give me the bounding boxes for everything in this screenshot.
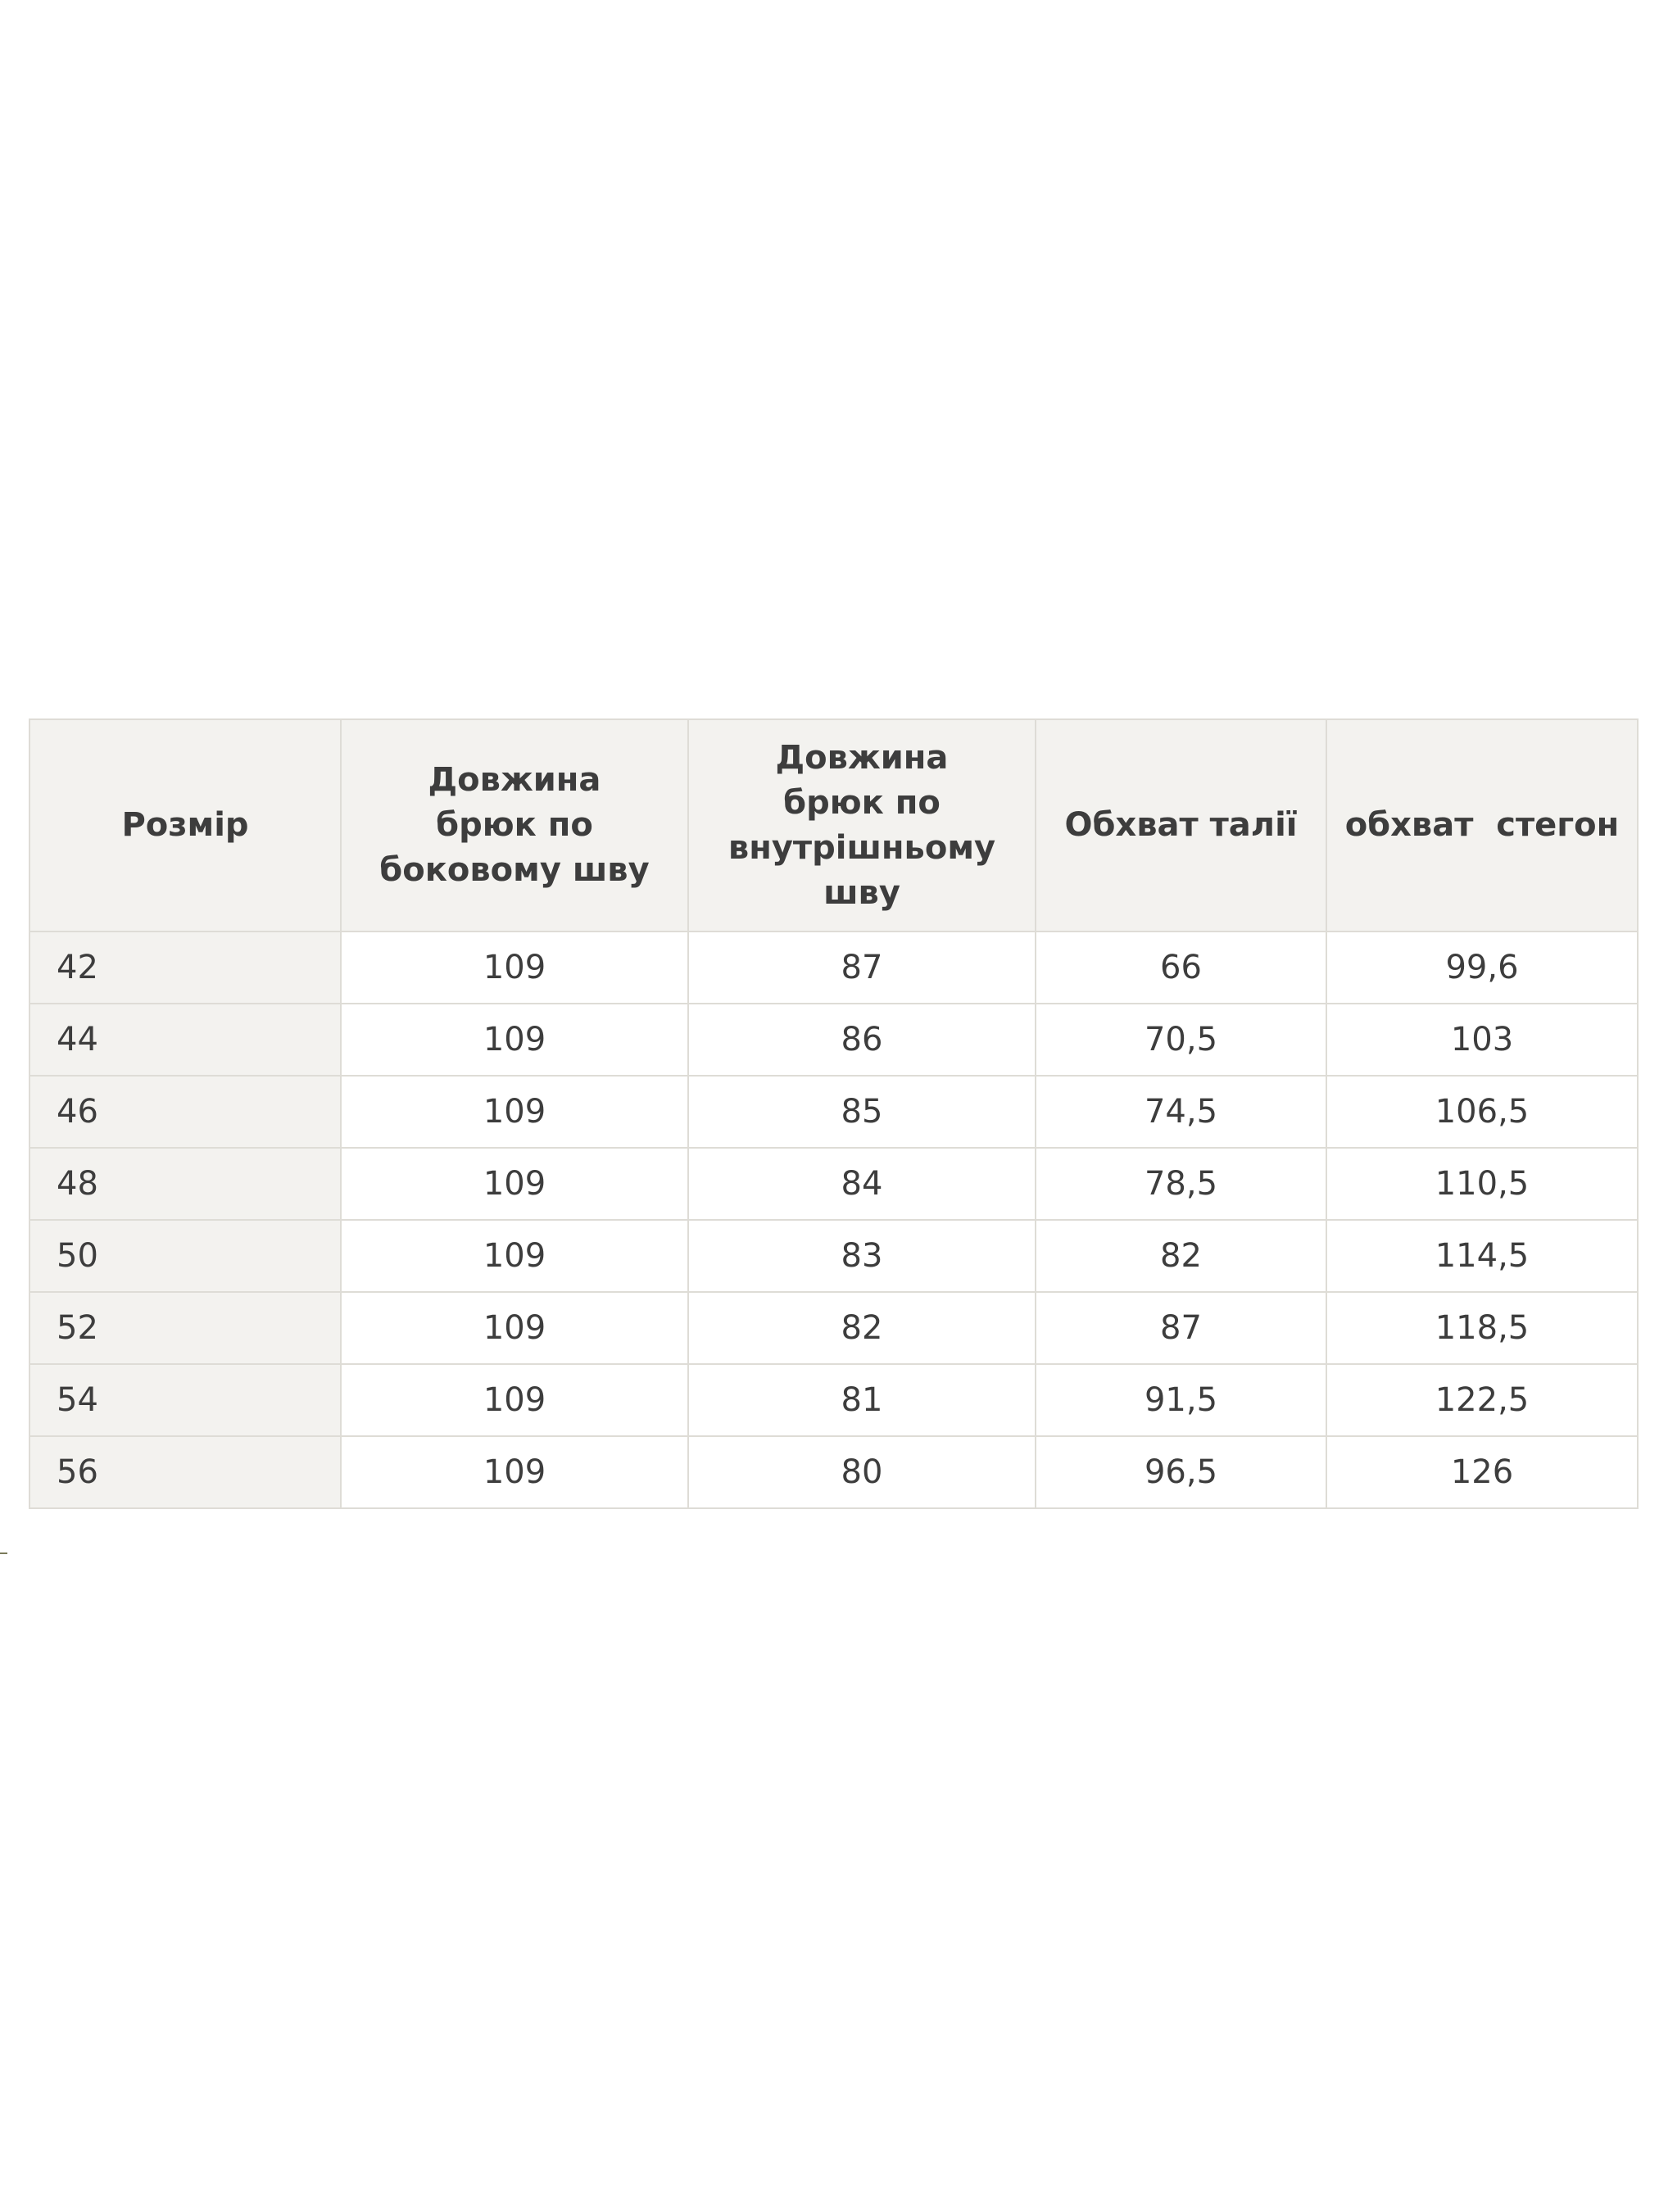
side-seam-cell: 109 xyxy=(341,1148,688,1220)
waist-cell: 70,5 xyxy=(1036,1004,1326,1076)
hips-cell: 122,5 xyxy=(1326,1364,1638,1436)
hips-cell: 110,5 xyxy=(1326,1148,1638,1220)
table-body xyxy=(29,931,1638,1508)
hips-cell: 103 xyxy=(1326,1004,1638,1076)
side-seam-cell: 109 xyxy=(341,1292,688,1364)
table-row xyxy=(29,1004,1638,1076)
side-seam-cell: 109 xyxy=(341,1220,688,1292)
inner-seam-cell: 86 xyxy=(688,1004,1036,1076)
header-size: Розмір xyxy=(29,719,341,931)
table-row xyxy=(29,931,1638,1004)
waist-cell: 78,5 xyxy=(1036,1148,1326,1220)
stray-mark xyxy=(0,1552,7,1554)
size-cell: 48 xyxy=(29,1148,341,1220)
side-seam-cell: 109 xyxy=(341,1364,688,1436)
side-seam-cell: 109 xyxy=(341,1076,688,1148)
table-header-row xyxy=(29,719,1638,931)
size-cell: 56 xyxy=(29,1436,341,1508)
header-waist: Обхват талії xyxy=(1036,719,1326,931)
hips-cell: 126 xyxy=(1326,1436,1638,1508)
header-inner-seam-length: Довжина брюк по внутрішньому шву xyxy=(688,719,1036,931)
waist-cell: 74,5 xyxy=(1036,1076,1326,1148)
size-cell: 54 xyxy=(29,1364,341,1436)
waist-cell: 91,5 xyxy=(1036,1364,1326,1436)
inner-seam-cell: 85 xyxy=(688,1076,1036,1148)
table-row xyxy=(29,1292,1638,1364)
waist-cell: 96,5 xyxy=(1036,1436,1326,1508)
size-cell: 44 xyxy=(29,1004,341,1076)
side-seam-cell: 109 xyxy=(341,931,688,1004)
inner-seam-cell: 87 xyxy=(688,931,1036,1004)
hips-cell: 114,5 xyxy=(1326,1220,1638,1292)
table-row xyxy=(29,1076,1638,1148)
inner-seam-cell: 83 xyxy=(688,1220,1036,1292)
inner-seam-cell: 81 xyxy=(688,1364,1036,1436)
table-row xyxy=(29,1220,1638,1292)
inner-seam-cell: 80 xyxy=(688,1436,1036,1508)
size-cell: 42 xyxy=(29,931,341,1004)
header-hips: обхват стегон xyxy=(1326,719,1638,931)
inner-seam-cell: 82 xyxy=(688,1292,1036,1364)
size-chart-table xyxy=(29,718,1639,1509)
waist-cell: 87 xyxy=(1036,1292,1326,1364)
size-cell: 46 xyxy=(29,1076,341,1148)
header-side-seam-length: Довжина брюк по боковому шву xyxy=(341,719,688,931)
table-row xyxy=(29,1364,1638,1436)
hips-cell: 118,5 xyxy=(1326,1292,1638,1364)
waist-cell: 66 xyxy=(1036,931,1326,1004)
hips-cell: 106,5 xyxy=(1326,1076,1638,1148)
hips-cell: 99,6 xyxy=(1326,931,1638,1004)
waist-cell: 82 xyxy=(1036,1220,1326,1292)
side-seam-cell: 109 xyxy=(341,1004,688,1076)
size-cell: 52 xyxy=(29,1292,341,1364)
size-cell: 50 xyxy=(29,1220,341,1292)
inner-seam-cell: 84 xyxy=(688,1148,1036,1220)
table-row xyxy=(29,1436,1638,1508)
table-row xyxy=(29,1148,1638,1220)
side-seam-cell: 109 xyxy=(341,1436,688,1508)
